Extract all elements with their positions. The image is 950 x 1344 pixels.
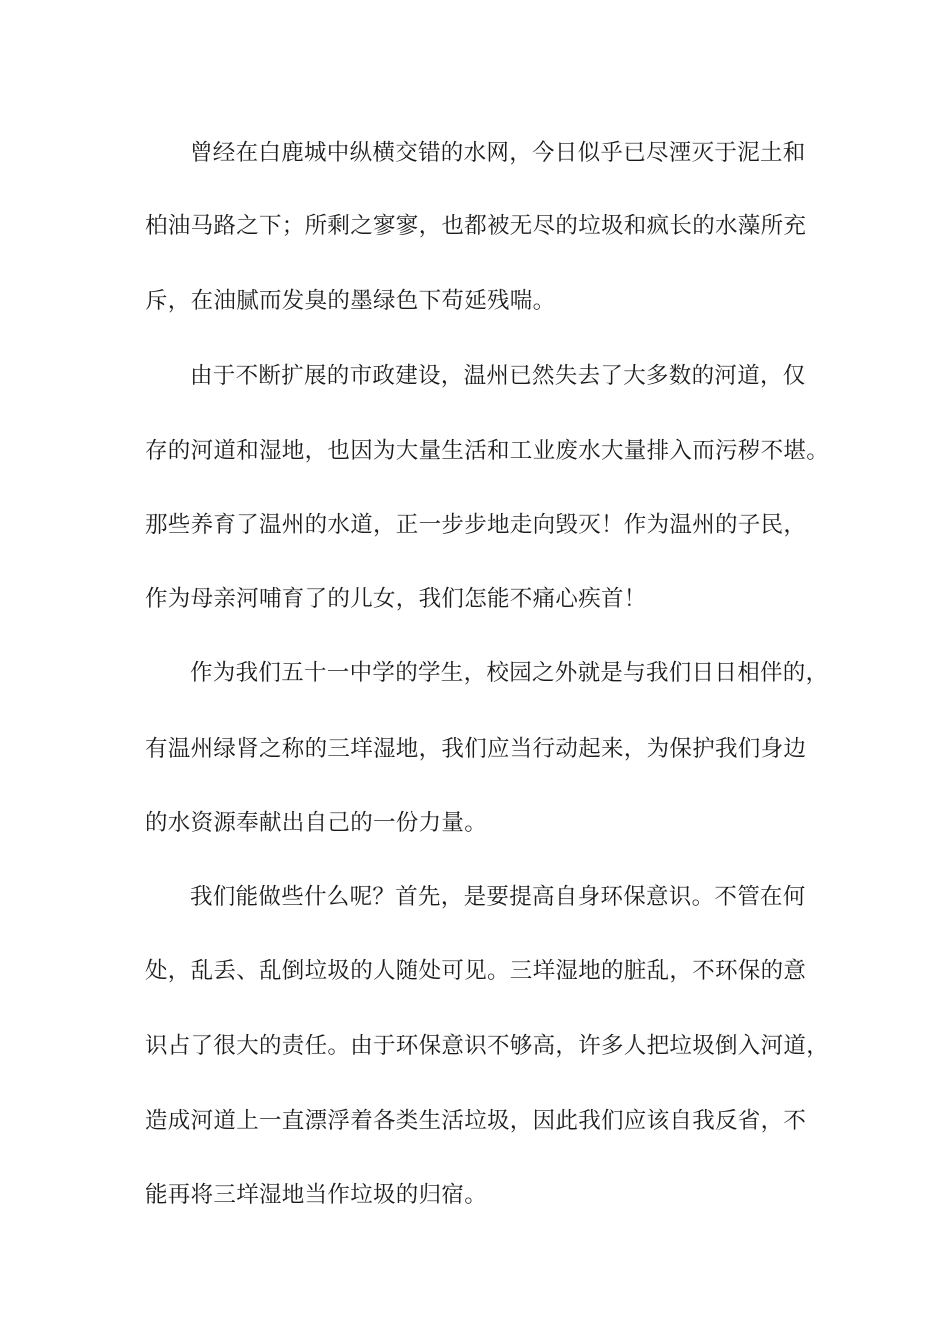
paragraph-3-line-2: 有温州绿肾之称的三垟湿地，我们应当行动起来，为保护我们身边 (145, 736, 807, 762)
paragraph-3-line-1: 作为我们五十一中学的学生，校园之外就是与我们日日相伴的， (190, 660, 829, 686)
paragraph-4-line-5: 能再将三垟湿地当作垃圾的归宿。 (145, 1182, 488, 1208)
paragraph-4-line-3: 识占了很大的责任。由于环保意识不够高，许多人把垃圾倒入河道， (145, 1033, 830, 1059)
paragraph-2-line-2: 存的河道和湿地，也因为大量生活和工业废水大量排入而污秽不堪。 (145, 438, 830, 464)
paragraph-2-line-3: 那些养育了温州的水道，正一步步地走向毁灭！作为温州的子民， (145, 512, 807, 538)
paragraph-3-line-3: 的水资源奉献出自己的一份力量。 (145, 810, 488, 836)
paragraph-4-line-2: 处，乱丢、乱倒垃圾的人随处可见。三垟湿地的脏乱，不环保的意 (145, 958, 807, 984)
paragraph-1-line-1: 曾经在白鹿城中纵横交错的水网，今日似乎已尽湮灭于泥土和 (190, 140, 806, 166)
paragraph-4-line-4: 造成河道上一直漂浮着各类生活垃圾，因此我们应该自我反省，不 (145, 1108, 807, 1134)
paragraph-1-line-3: 斥，在油腻而发臭的墨绿色下苟延残喘。 (145, 288, 556, 314)
paragraph-2-line-1: 由于不断扩展的市政建设，温州已然失去了大多数的河道，仅 (190, 363, 806, 389)
paragraph-1-line-2: 柏油马路之下；所剩之寥寥，也都被无尽的垃圾和疯长的水藻所充 (145, 213, 807, 239)
paragraph-2-line-4: 作为母亲河哺育了的儿女，我们怎能不痛心疾首！ (145, 586, 647, 612)
paragraph-4-line-1: 我们能做些什么呢？首先，是要提高自身环保意识。不管在何 (190, 884, 806, 910)
